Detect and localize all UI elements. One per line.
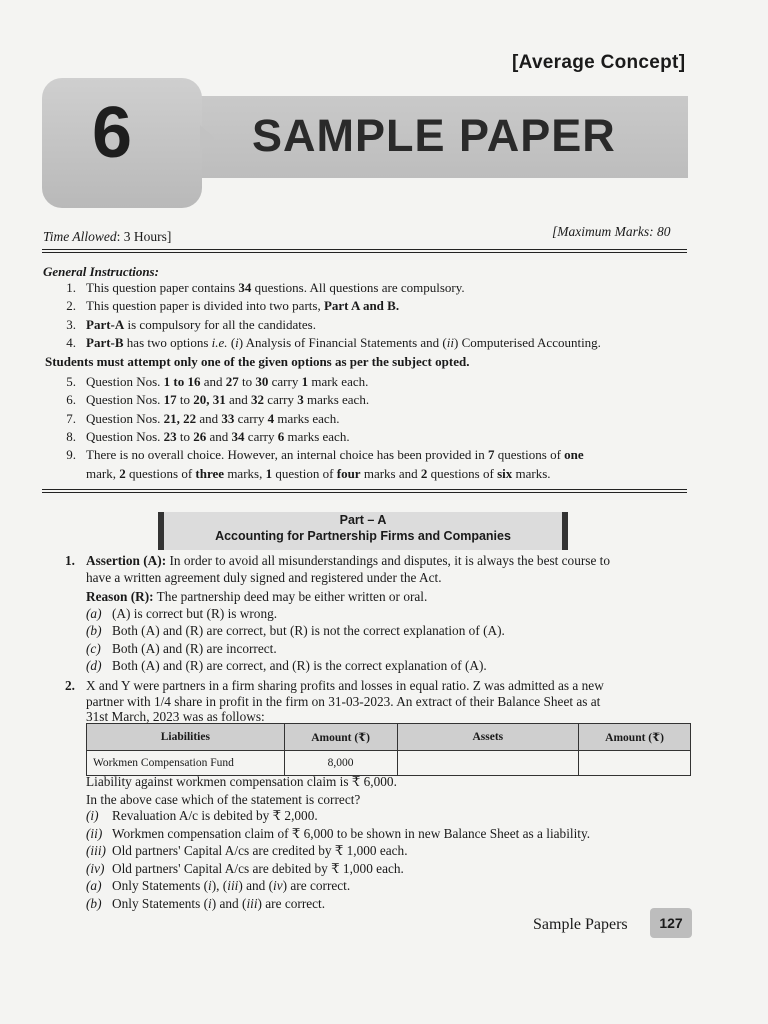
arrow-icon — [200, 125, 214, 151]
table-header: Liabilities — [87, 724, 285, 751]
instruction-item — [66, 298, 400, 314]
instruction-item — [66, 374, 369, 390]
footer-label: Sample Papers — [533, 916, 628, 933]
item-text: Question Nos. 1 to 16 and 27 to 30 carry 1 mark each. — [86, 374, 369, 389]
reason — [86, 589, 427, 605]
max-marks: [Maximum Marks: 80 — [552, 224, 671, 239]
item-number: 8. — [66, 428, 76, 444]
instruction-item — [66, 316, 316, 333]
item-text: (A) is correct but (R) is wrong. — [112, 606, 278, 621]
item-number: (iv) — [86, 860, 105, 876]
table-header: Amount (₹) — [579, 724, 691, 751]
reason-text: The partnership deed may be either written or oral. — [153, 589, 428, 604]
question-number: 1. — [65, 553, 75, 568]
item-text: Workmen compensation claim of ₹ 6,000 to be shown in new Balance Sheet as a liability. — [112, 825, 591, 841]
statement — [86, 861, 404, 877]
question-text: In the above case which of the statement is correct? — [86, 791, 361, 807]
item-text: Question Nos. 17 to 20, 31 and 32 carry 3 marks each. — [86, 392, 370, 408]
item-text: Question Nos. 23 to 26 and 34 carry 6 marks each. — [86, 428, 350, 444]
statement — [86, 808, 318, 824]
reason-label: Reason (R): — [86, 589, 154, 604]
time-allowed-value: : 3 Hours] — [116, 229, 172, 244]
item-number: (b) — [86, 623, 102, 639]
item-number: (ii) — [86, 825, 103, 841]
option — [86, 623, 505, 639]
assertion-label: Assertion (A): — [86, 553, 167, 568]
divider — [42, 249, 687, 250]
item-text: Old partners' Capital A/cs are credited by ₹ 1,000 each. — [112, 843, 408, 858]
part-title: Accounting for Partnership Firms and Companies — [215, 529, 511, 543]
option — [86, 878, 350, 894]
option — [86, 896, 325, 912]
instruction-item — [66, 334, 601, 351]
table-header: Amount (₹) — [284, 724, 397, 751]
item-text: There is no overall choice. However, an internal choice has been provided in 7 questions of one — [86, 447, 584, 463]
item-text: This question paper is divided into two parts, Part A and B. — [86, 298, 400, 314]
item-text: Both (A) and (R) are incorrect. — [112, 640, 277, 656]
item-text: This question paper contains 34 questions. All questions are compulsory. — [86, 280, 465, 295]
item-number: (d) — [86, 657, 102, 673]
table-header: Assets — [397, 724, 579, 751]
question-text: Liability against workmen compensation claim is ₹ 6,000. — [86, 774, 397, 789]
item-number: (a) — [86, 606, 102, 621]
item-text: Part-B has two options i.e. (i) Analysis of Financial Statements and (ii) Computerised Accounting. — [86, 334, 601, 350]
divider — [42, 489, 687, 490]
paper-number: 6 — [91, 93, 133, 173]
page-number: 127 — [659, 915, 683, 931]
item-text: Question Nos. 21, 22 and 33 carry 4 marks each. — [86, 410, 340, 426]
item-number: 6. — [66, 392, 76, 408]
item-number: 5. — [66, 374, 76, 389]
statement — [86, 826, 590, 842]
table-header-row — [87, 724, 691, 751]
question-number: 2. — [65, 678, 75, 693]
question-text: partner with 1/4 share in profit in the firm on 31-03-2023. An extract of their Balance Sheet as at — [86, 693, 601, 709]
time-allowed — [43, 229, 171, 245]
item-number: 4. — [66, 334, 76, 350]
option — [86, 606, 277, 622]
table-cell: 8,000 — [284, 751, 397, 776]
option — [86, 658, 487, 674]
item-number: (iii) — [86, 843, 106, 858]
statement — [86, 843, 408, 859]
divider — [42, 492, 687, 493]
instruction-item — [66, 428, 350, 445]
instructions-note: Students must attempt only one of the given options as per the subject opted. — [45, 354, 470, 369]
item-number: (i) — [86, 808, 99, 823]
table-row — [87, 751, 691, 776]
balance-sheet-table — [86, 723, 691, 776]
instruction-item — [66, 280, 465, 296]
item-text: Revaluation A/c is debited by ₹ 2,000. — [112, 808, 318, 823]
instruction-item — [66, 392, 370, 408]
table-cell — [579, 751, 691, 776]
page-title: SAMPLE PAPER — [252, 110, 616, 161]
item-number: (b) — [86, 895, 102, 911]
assertion — [86, 553, 610, 569]
item-text: Both (A) and (R) are correct, and (R) is the correct explanation of (A). — [112, 657, 487, 673]
item-number: 9. — [66, 447, 76, 463]
item-number: 3. — [66, 316, 76, 332]
assertion-text-2: have a written agreement duly signed and registered under the Act. — [86, 570, 442, 585]
item-number: 7. — [66, 410, 76, 426]
item-text: Old partners' Capital A/cs are debited by ₹ 1,000 each. — [112, 860, 404, 876]
concept-label: [Average Concept] — [512, 52, 686, 73]
item-text: Part-A is compulsory for all the candidates. — [86, 316, 316, 332]
item-number: (c) — [86, 640, 101, 656]
table-cell — [397, 751, 579, 776]
divider — [42, 252, 687, 253]
instruction-item — [66, 447, 584, 463]
instruction-item — [66, 410, 340, 427]
time-allowed-label: Time Allowed — [43, 229, 117, 244]
instruction-item — [86, 466, 551, 482]
table-cell: Workmen Compensation Fund — [87, 751, 285, 776]
part-label: Part – A — [339, 513, 387, 527]
item-text: Both (A) and (R) are correct, but (R) is not the correct explanation of (A). — [112, 623, 505, 639]
item-number: 2. — [66, 298, 76, 314]
item-text: mark, 2 questions of three marks, 1 question of four marks and 2 questions of six marks. — [86, 465, 551, 481]
option — [86, 641, 277, 657]
item-text: Only Statements (i), (iii) and (iv) are correct. — [112, 878, 351, 893]
item-number: 1. — [66, 280, 76, 295]
instructions-heading: General Instructions: — [43, 264, 159, 279]
item-text: Only Statements (i) and (iii) are correct. — [112, 895, 326, 911]
question-text: 31st March, 2023 was as follows: — [86, 709, 265, 724]
item-number: (a) — [86, 878, 102, 893]
question-text: X and Y were partners in a firm sharing profits and losses in equal ratio. Z was admitted as a new — [86, 678, 604, 693]
assertion-text: In order to avoid all misunderstandings and disputes, it is always the best course to — [166, 553, 611, 568]
